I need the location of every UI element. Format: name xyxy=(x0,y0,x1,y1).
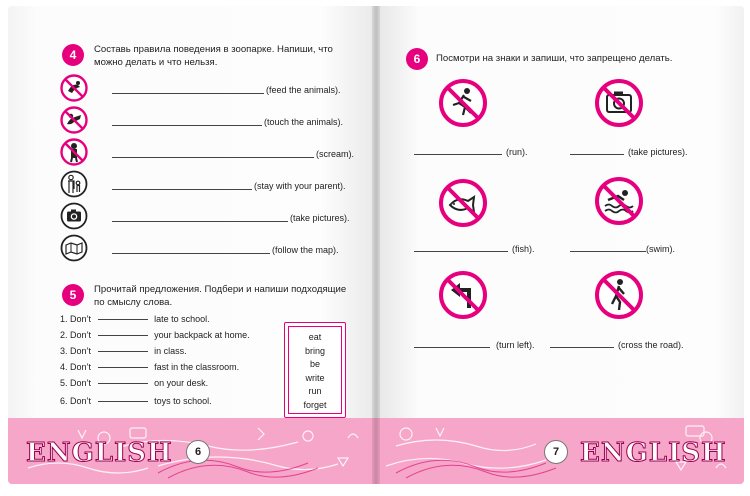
book-spine xyxy=(372,6,380,484)
word-bank-inner xyxy=(288,326,342,414)
task-4-row-2 xyxy=(60,106,370,136)
answer-line[interactable] xyxy=(112,189,252,190)
row-hint: (feed the animals). xyxy=(266,85,341,95)
task-6-instruction: Посмотри на знаки и запиши, что запрещено делать. xyxy=(436,53,673,64)
sentence-rest: fast in the classroom. xyxy=(154,362,240,372)
sentence-dont: Don’t xyxy=(70,362,92,372)
task-6-number: 6 xyxy=(406,48,428,70)
no-swimming-sign-icon xyxy=(594,176,644,226)
sentence-number: 3. xyxy=(60,346,68,356)
sentence-3 xyxy=(60,346,187,356)
answer-line[interactable] xyxy=(414,347,490,348)
task-4-row-4 xyxy=(60,170,370,200)
sentence-6 xyxy=(60,396,212,406)
answer-line[interactable] xyxy=(570,251,646,252)
task-4-instruction-line-1: Составь правила поведения в зоопарке. Напиши, что xyxy=(94,44,333,55)
sentence-rest: your backpack at home. xyxy=(154,330,250,340)
row-hint: (stay with your parent). xyxy=(254,181,346,191)
no-left-turn-sign-icon xyxy=(438,270,488,320)
answer-line[interactable] xyxy=(112,125,262,126)
answer-line[interactable] xyxy=(98,383,148,384)
footer-english-lettering: ENGLISH xyxy=(26,438,173,468)
sign-hint: (run). xyxy=(506,147,528,157)
no-feeding-sign-icon xyxy=(60,74,88,102)
sentence-5 xyxy=(60,378,208,388)
sign-hint: (cross the road). xyxy=(618,340,684,350)
map-sign-icon xyxy=(60,234,88,262)
row-hint: (follow the map). xyxy=(272,245,339,255)
workbook-spread xyxy=(8,6,744,484)
footer-english-lettering: ENGLISH xyxy=(580,438,727,468)
answer-line[interactable] xyxy=(112,157,314,158)
left-footer-banner xyxy=(8,418,376,484)
row-hint: (touch the animals). xyxy=(264,117,344,127)
no-pedestrian-crossing-sign-icon xyxy=(594,270,644,320)
answer-line[interactable] xyxy=(112,221,288,222)
right-page xyxy=(376,6,744,484)
word-bank-item: eat xyxy=(308,332,322,342)
sentence-dont: Don’t xyxy=(70,330,92,340)
sentence-rest: in class. xyxy=(154,346,187,356)
no-screaming-sign-icon xyxy=(60,138,88,166)
right-footer-banner xyxy=(376,418,744,484)
stay-with-parent-sign-icon xyxy=(60,170,88,198)
answer-line[interactable] xyxy=(414,154,502,155)
no-fishing-sign-icon xyxy=(438,178,488,228)
sentence-dont: Don’t xyxy=(70,314,92,324)
camera-sign-icon xyxy=(60,202,88,230)
task-5-instruction-line-2: по смыслу слова. xyxy=(94,297,173,308)
task-5-instruction-line-1: Прочитай предложения. Подбери и напиши подходящие xyxy=(94,284,347,295)
answer-line[interactable] xyxy=(112,253,270,254)
answer-line[interactable] xyxy=(98,335,148,336)
sentence-1 xyxy=(60,314,210,324)
sign-hint: (turn left). xyxy=(496,340,535,350)
word-bank-item: bring xyxy=(304,345,325,356)
task-4-instruction-line-2: можно делать и что нельзя. xyxy=(94,57,218,68)
task-5-number: 5 xyxy=(62,284,84,306)
sentence-number: 1. xyxy=(60,314,68,324)
sentence-4 xyxy=(60,362,239,372)
answer-line[interactable] xyxy=(98,319,148,320)
word-bank-item: be xyxy=(309,359,320,369)
answer-line[interactable] xyxy=(98,351,148,352)
sentence-2 xyxy=(60,330,250,340)
row-hint: (take pictures). xyxy=(290,213,350,223)
sentence-number: 2. xyxy=(60,330,68,340)
task-4-row-6 xyxy=(60,234,370,264)
sentence-dont: Don’t xyxy=(70,378,92,388)
sign-hint: (fish). xyxy=(512,244,535,254)
page-number-6: 6 xyxy=(186,440,210,464)
sentence-number: 4. xyxy=(60,362,68,372)
task-4-instruction xyxy=(94,43,333,69)
word-bank-item: forget xyxy=(303,399,327,410)
answer-line[interactable] xyxy=(98,367,148,368)
answer-line[interactable] xyxy=(112,93,264,94)
answer-line[interactable] xyxy=(414,251,508,252)
task-4-row-3 xyxy=(60,138,370,168)
sentence-dont: Don’t xyxy=(70,346,92,356)
sentence-dont: Don’t xyxy=(70,396,92,406)
sign-hint: (take pictures). xyxy=(628,147,688,157)
answer-line[interactable] xyxy=(98,401,148,402)
sentence-number: 5. xyxy=(60,378,68,388)
no-photography-sign-icon xyxy=(594,78,644,128)
sentence-rest: toys to school. xyxy=(154,396,212,406)
sentence-number: 6. xyxy=(60,396,68,406)
task-4-number: 4 xyxy=(62,44,84,66)
answer-line[interactable] xyxy=(550,347,614,348)
task-4-row-1 xyxy=(60,74,370,104)
word-bank-box xyxy=(284,322,346,418)
sentence-rest: late to school. xyxy=(154,314,210,324)
sentence-rest: on your desk. xyxy=(154,378,209,388)
word-bank-item: run xyxy=(308,386,322,396)
left-page xyxy=(8,6,376,484)
page-number-7: 7 xyxy=(544,440,568,464)
answer-line[interactable] xyxy=(570,154,624,155)
no-running-sign-icon xyxy=(438,78,488,128)
sign-hint: (swim). xyxy=(646,244,675,254)
row-hint: (scream). xyxy=(316,149,354,159)
word-bank-item: write xyxy=(305,372,325,383)
task-5-instruction xyxy=(94,283,346,309)
no-touching-sign-icon xyxy=(60,106,88,134)
word-bank-list xyxy=(289,327,341,412)
task-4-row-5 xyxy=(60,202,370,232)
